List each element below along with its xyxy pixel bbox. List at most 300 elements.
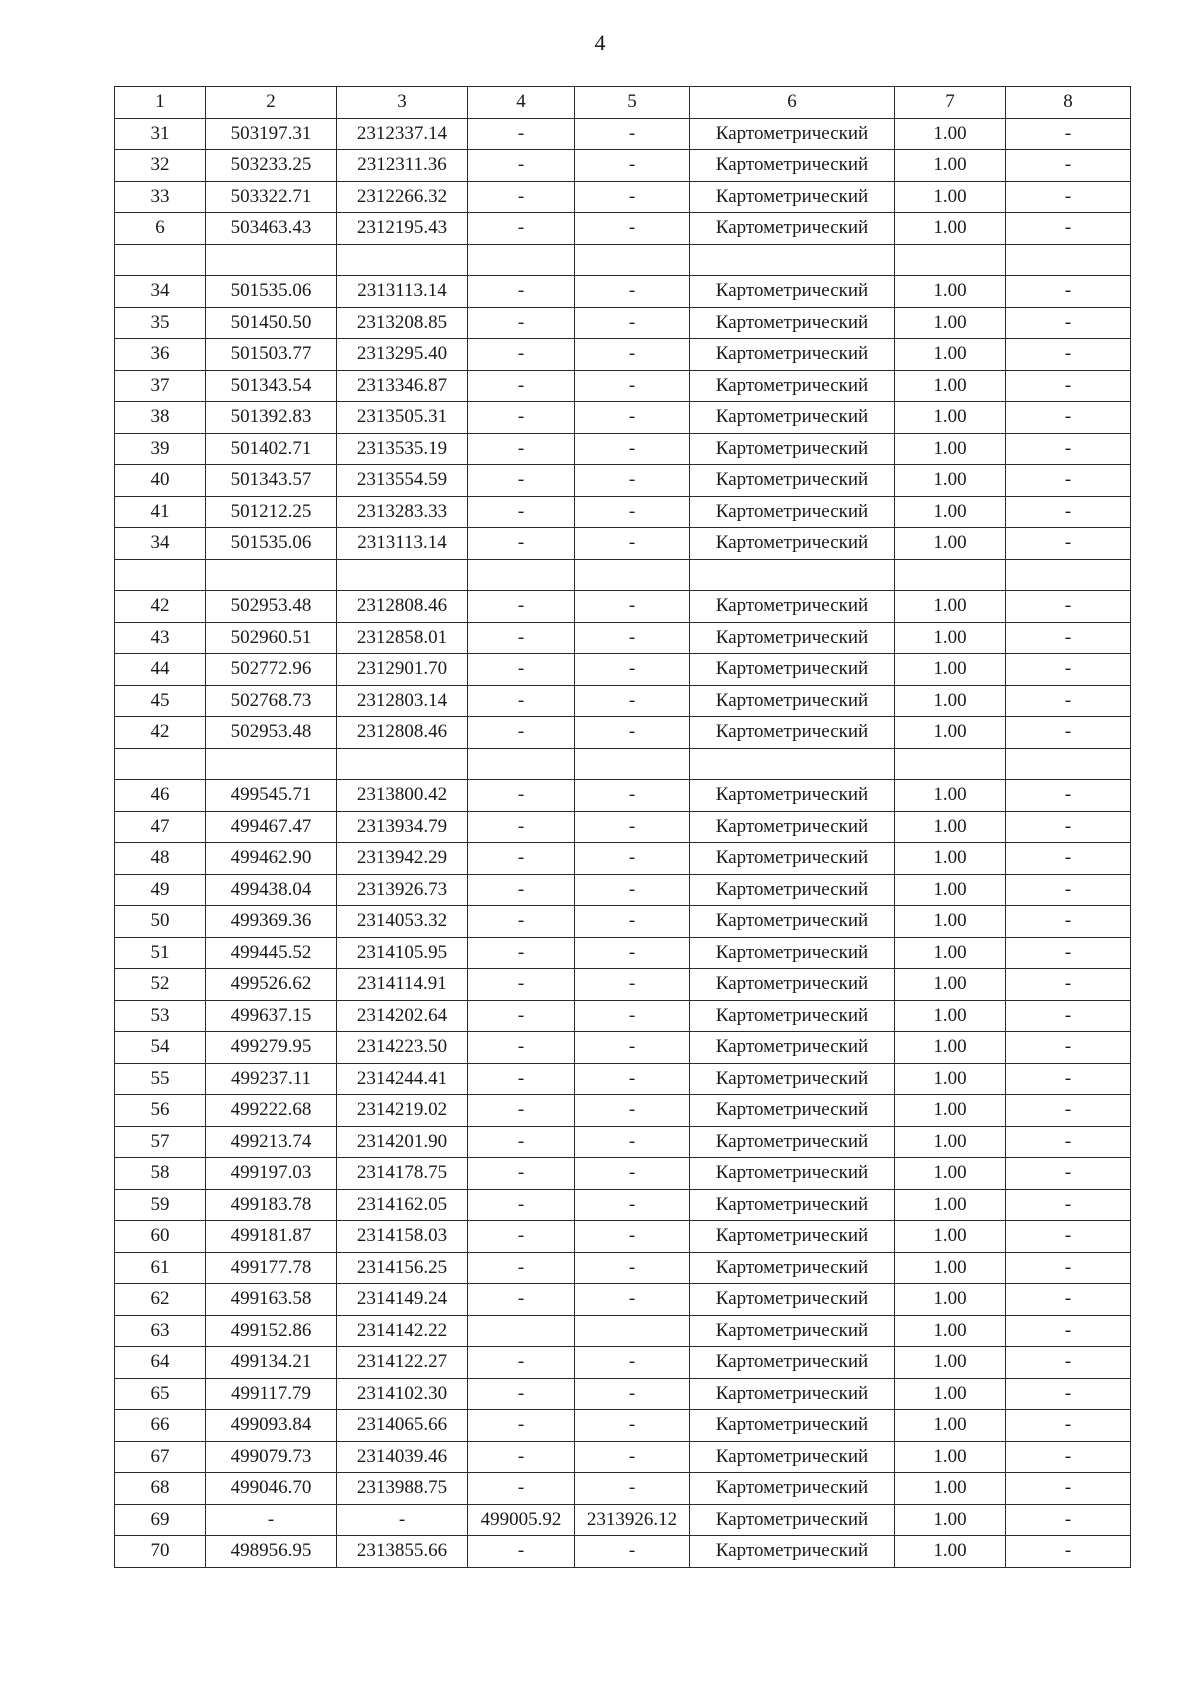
x-new-cell: - xyxy=(468,307,575,339)
description-cell: - xyxy=(1006,937,1131,969)
accuracy-cell: 1.00 xyxy=(895,1032,1006,1064)
description-cell: - xyxy=(1006,1378,1131,1410)
description-cell: - xyxy=(1006,1284,1131,1316)
description-cell: - xyxy=(1006,685,1131,717)
description-cell: - xyxy=(1006,150,1131,182)
point-number-cell xyxy=(115,748,206,780)
point-number-cell: 43 xyxy=(115,622,206,654)
y-new-cell: - xyxy=(575,402,690,434)
x-new-cell: - xyxy=(468,717,575,749)
method-cell: Картометрический xyxy=(690,969,895,1001)
y-new-cell: - xyxy=(575,1473,690,1505)
description-cell: - xyxy=(1006,496,1131,528)
y-coordinate-cell: 2312311.36 xyxy=(337,150,468,182)
description-cell xyxy=(1006,559,1131,591)
x-new-cell: - xyxy=(468,1126,575,1158)
column-header: 2 xyxy=(206,87,337,119)
y-new-cell: - xyxy=(575,1000,690,1032)
accuracy-cell: 1.00 xyxy=(895,780,1006,812)
x-new-cell: - xyxy=(468,654,575,686)
method-cell: Картометрический xyxy=(690,1000,895,1032)
accuracy-cell: 1.00 xyxy=(895,685,1006,717)
x-new-cell: - xyxy=(468,1441,575,1473)
accuracy-cell: 1.00 xyxy=(895,1504,1006,1536)
table-row xyxy=(115,1189,1131,1221)
point-number-cell: 67 xyxy=(115,1441,206,1473)
y-new-cell: - xyxy=(575,118,690,150)
y-new-cell: - xyxy=(575,370,690,402)
point-number-cell: 68 xyxy=(115,1473,206,1505)
y-new-cell: - xyxy=(575,1378,690,1410)
x-new-cell: - xyxy=(468,622,575,654)
y-new-cell: - xyxy=(575,811,690,843)
table-row xyxy=(115,1441,1131,1473)
point-number-cell: 40 xyxy=(115,465,206,497)
accuracy-cell: 1.00 xyxy=(895,622,1006,654)
point-number-cell: 45 xyxy=(115,685,206,717)
table-row xyxy=(115,906,1131,938)
y-coordinate-cell: 2312808.46 xyxy=(337,717,468,749)
x-coordinate-cell: 501343.54 xyxy=(206,370,337,402)
y-coordinate-cell xyxy=(337,244,468,276)
y-coordinate-cell: 2312337.14 xyxy=(337,118,468,150)
y-new-cell: - xyxy=(575,906,690,938)
table-row xyxy=(115,1473,1131,1505)
y-coordinate-cell: 2314105.95 xyxy=(337,937,468,969)
y-new-cell: - xyxy=(575,1284,690,1316)
y-coordinate-cell: 2313926.73 xyxy=(337,874,468,906)
description-cell: - xyxy=(1006,717,1131,749)
column-header: 4 xyxy=(468,87,575,119)
method-cell: Картометрический xyxy=(690,717,895,749)
x-coordinate-cell: 499545.71 xyxy=(206,780,337,812)
y-coordinate-cell xyxy=(337,748,468,780)
method-cell: Картометрический xyxy=(690,1126,895,1158)
point-number-cell: 36 xyxy=(115,339,206,371)
y-new-cell: - xyxy=(575,465,690,497)
point-number-cell: 54 xyxy=(115,1032,206,1064)
x-new-cell: - xyxy=(468,496,575,528)
x-coordinate-cell: 499181.87 xyxy=(206,1221,337,1253)
table-row xyxy=(115,402,1131,434)
point-number-cell: 33 xyxy=(115,181,206,213)
y-coordinate-cell: 2313283.33 xyxy=(337,496,468,528)
y-coordinate-cell: 2313295.40 xyxy=(337,339,468,371)
point-number-cell: 58 xyxy=(115,1158,206,1190)
point-number-cell: 57 xyxy=(115,1126,206,1158)
description-cell: - xyxy=(1006,1504,1131,1536)
y-coordinate-cell: 2312195.43 xyxy=(337,213,468,245)
accuracy-cell: 1.00 xyxy=(895,654,1006,686)
y-new-cell: - xyxy=(575,1189,690,1221)
method-cell: Картометрический xyxy=(690,843,895,875)
y-coordinate-cell: 2314178.75 xyxy=(337,1158,468,1190)
y-coordinate-cell: 2313346.87 xyxy=(337,370,468,402)
table-row xyxy=(115,843,1131,875)
accuracy-cell: 1.00 xyxy=(895,717,1006,749)
x-new-cell xyxy=(468,748,575,780)
y-coordinate-cell: 2314053.32 xyxy=(337,906,468,938)
y-new-cell: - xyxy=(575,1221,690,1253)
y-coordinate-cell: 2314142.22 xyxy=(337,1315,468,1347)
method-cell: Картометрический xyxy=(690,370,895,402)
description-cell: - xyxy=(1006,1536,1131,1568)
table-row xyxy=(115,717,1131,749)
x-coordinate-cell xyxy=(206,244,337,276)
x-coordinate-cell: 499462.90 xyxy=(206,843,337,875)
y-coordinate-cell: 2313113.14 xyxy=(337,528,468,560)
table-row xyxy=(115,150,1131,182)
y-coordinate-cell: 2314162.05 xyxy=(337,1189,468,1221)
method-cell: Картометрический xyxy=(690,1441,895,1473)
y-coordinate-cell: 2312266.32 xyxy=(337,181,468,213)
x-new-cell: 499005.92 xyxy=(468,1504,575,1536)
table-row xyxy=(115,1252,1131,1284)
table-row xyxy=(115,1221,1131,1253)
x-new-cell: - xyxy=(468,1095,575,1127)
method-cell: Картометрический xyxy=(690,1063,895,1095)
method-cell: Картометрический xyxy=(690,1347,895,1379)
method-cell: Картометрический xyxy=(690,1378,895,1410)
table-row xyxy=(115,1504,1131,1536)
y-coordinate-cell: - xyxy=(337,1504,468,1536)
point-number-cell: 62 xyxy=(115,1284,206,1316)
method-cell: Картометрический xyxy=(690,1189,895,1221)
y-new-cell xyxy=(575,748,690,780)
x-new-cell: - xyxy=(468,1410,575,1442)
accuracy-cell: 1.00 xyxy=(895,843,1006,875)
description-cell: - xyxy=(1006,591,1131,623)
description-cell: - xyxy=(1006,622,1131,654)
method-cell: Картометрический xyxy=(690,1158,895,1190)
accuracy-cell: 1.00 xyxy=(895,307,1006,339)
accuracy-cell: 1.00 xyxy=(895,465,1006,497)
x-new-cell: - xyxy=(468,937,575,969)
accuracy-cell: 1.00 xyxy=(895,1378,1006,1410)
y-new-cell: - xyxy=(575,1095,690,1127)
y-coordinate-cell: 2314201.90 xyxy=(337,1126,468,1158)
description-cell xyxy=(1006,748,1131,780)
method-cell: Картометрический xyxy=(690,150,895,182)
y-coordinate-cell: 2312858.01 xyxy=(337,622,468,654)
accuracy-cell: 1.00 xyxy=(895,1536,1006,1568)
x-coordinate-cell: 499046.70 xyxy=(206,1473,337,1505)
accuracy-cell: 1.00 xyxy=(895,1158,1006,1190)
x-new-cell xyxy=(468,559,575,591)
method-cell: Картометрический xyxy=(690,780,895,812)
method-cell: Картометрический xyxy=(690,1095,895,1127)
method-cell: Картометрический xyxy=(690,1032,895,1064)
y-new-cell: - xyxy=(575,1158,690,1190)
accuracy-cell: 1.00 xyxy=(895,528,1006,560)
table-row xyxy=(115,874,1131,906)
description-cell: - xyxy=(1006,780,1131,812)
x-new-cell xyxy=(468,1315,575,1347)
point-number-cell: 66 xyxy=(115,1410,206,1442)
method-cell: Картометрический xyxy=(690,118,895,150)
method-cell: Картометрический xyxy=(690,181,895,213)
description-cell: - xyxy=(1006,1095,1131,1127)
x-new-cell: - xyxy=(468,906,575,938)
method-cell: Картометрический xyxy=(690,339,895,371)
y-coordinate-cell: 2314149.24 xyxy=(337,1284,468,1316)
y-coordinate-cell: 2313505.31 xyxy=(337,402,468,434)
x-coordinate-cell: 499093.84 xyxy=(206,1410,337,1442)
table-row xyxy=(115,1063,1131,1095)
x-coordinate-cell: 499163.58 xyxy=(206,1284,337,1316)
description-cell: - xyxy=(1006,1126,1131,1158)
accuracy-cell: 1.00 xyxy=(895,874,1006,906)
y-coordinate-cell: 2313942.29 xyxy=(337,843,468,875)
x-coordinate-cell: 499079.73 xyxy=(206,1441,337,1473)
y-new-cell: - xyxy=(575,843,690,875)
column-header: 5 xyxy=(575,87,690,119)
y-new-cell xyxy=(575,559,690,591)
x-coordinate-cell: 499117.79 xyxy=(206,1378,337,1410)
accuracy-cell: 1.00 xyxy=(895,181,1006,213)
method-cell: Картометрический xyxy=(690,1536,895,1568)
x-coordinate-cell: 502768.73 xyxy=(206,685,337,717)
table-row xyxy=(115,339,1131,371)
x-coordinate-cell: 499637.15 xyxy=(206,1000,337,1032)
table-row xyxy=(115,654,1131,686)
y-new-cell: - xyxy=(575,181,690,213)
method-cell: Картометрический xyxy=(690,402,895,434)
description-cell: - xyxy=(1006,1000,1131,1032)
accuracy-cell: 1.00 xyxy=(895,433,1006,465)
description-cell: - xyxy=(1006,118,1131,150)
y-new-cell: - xyxy=(575,213,690,245)
separator-row xyxy=(115,244,1131,276)
x-new-cell: - xyxy=(468,1284,575,1316)
description-cell: - xyxy=(1006,339,1131,371)
x-new-cell: - xyxy=(468,1032,575,1064)
x-new-cell: - xyxy=(468,1063,575,1095)
method-cell xyxy=(690,748,895,780)
table-row xyxy=(115,1378,1131,1410)
y-new-cell: - xyxy=(575,937,690,969)
description-cell: - xyxy=(1006,969,1131,1001)
point-number-cell: 39 xyxy=(115,433,206,465)
accuracy-cell: 1.00 xyxy=(895,118,1006,150)
point-number-cell: 65 xyxy=(115,1378,206,1410)
point-number-cell: 37 xyxy=(115,370,206,402)
x-new-cell: - xyxy=(468,1536,575,1568)
x-new-cell: - xyxy=(468,118,575,150)
table-row xyxy=(115,1284,1131,1316)
point-number-cell: 46 xyxy=(115,780,206,812)
accuracy-cell: 1.00 xyxy=(895,1252,1006,1284)
method-cell xyxy=(690,244,895,276)
accuracy-cell: 1.00 xyxy=(895,370,1006,402)
accuracy-cell: 1.00 xyxy=(895,1000,1006,1032)
description-cell: - xyxy=(1006,528,1131,560)
description-cell: - xyxy=(1006,1347,1131,1379)
point-number-cell: 34 xyxy=(115,528,206,560)
description-cell: - xyxy=(1006,433,1131,465)
y-coordinate-cell: 2314156.25 xyxy=(337,1252,468,1284)
x-new-cell: - xyxy=(468,433,575,465)
method-cell: Картометрический xyxy=(690,213,895,245)
x-coordinate-cell: 499438.04 xyxy=(206,874,337,906)
x-new-cell: - xyxy=(468,780,575,812)
x-coordinate-cell: 499445.52 xyxy=(206,937,337,969)
method-cell: Картометрический xyxy=(690,1315,895,1347)
description-cell: - xyxy=(1006,874,1131,906)
x-new-cell: - xyxy=(468,402,575,434)
accuracy-cell: 1.00 xyxy=(895,1347,1006,1379)
x-coordinate-cell: 499237.11 xyxy=(206,1063,337,1095)
accuracy-cell: 1.00 xyxy=(895,1126,1006,1158)
x-coordinate-cell: 499134.21 xyxy=(206,1347,337,1379)
x-new-cell: - xyxy=(468,1252,575,1284)
accuracy-cell: 1.00 xyxy=(895,496,1006,528)
x-coordinate-cell: 503463.43 xyxy=(206,213,337,245)
y-new-cell: - xyxy=(575,433,690,465)
method-cell: Картометрический xyxy=(690,937,895,969)
y-new-cell xyxy=(575,1315,690,1347)
point-number-cell: 48 xyxy=(115,843,206,875)
y-new-cell: - xyxy=(575,150,690,182)
point-number-cell xyxy=(115,559,206,591)
table-row xyxy=(115,591,1131,623)
method-cell: Картометрический xyxy=(690,465,895,497)
point-number-cell: 49 xyxy=(115,874,206,906)
table-row xyxy=(115,622,1131,654)
x-new-cell xyxy=(468,244,575,276)
table-row xyxy=(115,307,1131,339)
accuracy-cell: 1.00 xyxy=(895,1410,1006,1442)
x-new-cell: - xyxy=(468,1000,575,1032)
method-cell: Картометрический xyxy=(690,307,895,339)
y-new-cell: - xyxy=(575,591,690,623)
separator-row xyxy=(115,748,1131,780)
point-number-cell xyxy=(115,244,206,276)
x-new-cell: - xyxy=(468,1189,575,1221)
point-number-cell: 70 xyxy=(115,1536,206,1568)
point-number-cell: 34 xyxy=(115,276,206,308)
x-new-cell: - xyxy=(468,465,575,497)
point-number-cell: 6 xyxy=(115,213,206,245)
method-cell: Картометрический xyxy=(690,496,895,528)
x-coordinate-cell: 499177.78 xyxy=(206,1252,337,1284)
y-new-cell: - xyxy=(575,496,690,528)
accuracy-cell: 1.00 xyxy=(895,339,1006,371)
description-cell: - xyxy=(1006,307,1131,339)
y-coordinate-cell: 2314244.41 xyxy=(337,1063,468,1095)
table-row xyxy=(115,937,1131,969)
y-coordinate-cell: 2314223.50 xyxy=(337,1032,468,1064)
x-coordinate-cell: 501402.71 xyxy=(206,433,337,465)
x-coordinate-cell: 502953.48 xyxy=(206,591,337,623)
y-new-cell: - xyxy=(575,780,690,812)
column-header: 1 xyxy=(115,87,206,119)
point-number-cell: 53 xyxy=(115,1000,206,1032)
description-cell: - xyxy=(1006,1221,1131,1253)
method-cell: Картометрический xyxy=(690,622,895,654)
accuracy-cell: 1.00 xyxy=(895,969,1006,1001)
separator-row xyxy=(115,559,1131,591)
y-new-cell: - xyxy=(575,654,690,686)
table-row xyxy=(115,1000,1131,1032)
x-coordinate-cell: 503197.31 xyxy=(206,118,337,150)
accuracy-cell: 1.00 xyxy=(895,1095,1006,1127)
coordinates-table xyxy=(114,86,1131,1568)
column-header: 8 xyxy=(1006,87,1131,119)
accuracy-cell xyxy=(895,559,1006,591)
y-coordinate-cell: 2312901.70 xyxy=(337,654,468,686)
accuracy-cell: 1.00 xyxy=(895,150,1006,182)
accuracy-cell: 1.00 xyxy=(895,1189,1006,1221)
accuracy-cell: 1.00 xyxy=(895,1284,1006,1316)
x-new-cell: - xyxy=(468,181,575,213)
x-new-cell: - xyxy=(468,591,575,623)
y-coordinate-cell: 2313934.79 xyxy=(337,811,468,843)
x-coordinate-cell: 499369.36 xyxy=(206,906,337,938)
point-number-cell: 64 xyxy=(115,1347,206,1379)
accuracy-cell: 1.00 xyxy=(895,906,1006,938)
description-cell: - xyxy=(1006,654,1131,686)
accuracy-cell: 1.00 xyxy=(895,937,1006,969)
x-coordinate-cell: 502953.48 xyxy=(206,717,337,749)
point-number-cell: 63 xyxy=(115,1315,206,1347)
table-row xyxy=(115,276,1131,308)
y-coordinate-cell: 2314202.64 xyxy=(337,1000,468,1032)
accuracy-cell: 1.00 xyxy=(895,1063,1006,1095)
table-row xyxy=(115,181,1131,213)
description-cell: - xyxy=(1006,402,1131,434)
table-row xyxy=(115,213,1131,245)
table-row xyxy=(115,685,1131,717)
description-cell: - xyxy=(1006,1063,1131,1095)
description-cell: - xyxy=(1006,213,1131,245)
point-number-cell: 55 xyxy=(115,1063,206,1095)
y-new-cell: - xyxy=(575,685,690,717)
description-cell: - xyxy=(1006,906,1131,938)
method-cell: Картометрический xyxy=(690,1473,895,1505)
point-number-cell: 60 xyxy=(115,1221,206,1253)
x-new-cell: - xyxy=(468,1347,575,1379)
description-cell: - xyxy=(1006,1473,1131,1505)
description-cell: - xyxy=(1006,1441,1131,1473)
y-new-cell: - xyxy=(575,717,690,749)
x-new-cell: - xyxy=(468,150,575,182)
description-cell: - xyxy=(1006,1158,1131,1190)
x-new-cell: - xyxy=(468,843,575,875)
point-number-cell: 31 xyxy=(115,118,206,150)
method-cell: Картометрический xyxy=(690,874,895,906)
x-coordinate-cell: 501535.06 xyxy=(206,276,337,308)
x-new-cell: - xyxy=(468,1221,575,1253)
method-cell: Картометрический xyxy=(690,906,895,938)
accuracy-cell: 1.00 xyxy=(895,276,1006,308)
y-new-cell: - xyxy=(575,969,690,1001)
x-new-cell: - xyxy=(468,339,575,371)
x-coordinate-cell: 499197.03 xyxy=(206,1158,337,1190)
y-coordinate-cell: 2313208.85 xyxy=(337,307,468,339)
y-coordinate-cell: 2313855.66 xyxy=(337,1536,468,1568)
description-cell: - xyxy=(1006,370,1131,402)
method-cell xyxy=(690,559,895,591)
y-coordinate-cell: 2314219.02 xyxy=(337,1095,468,1127)
y-new-cell: - xyxy=(575,1032,690,1064)
table-row xyxy=(115,528,1131,560)
accuracy-cell: 1.00 xyxy=(895,1315,1006,1347)
accuracy-cell: 1.00 xyxy=(895,811,1006,843)
description-cell: - xyxy=(1006,1189,1131,1221)
y-coordinate-cell: 2313113.14 xyxy=(337,276,468,308)
x-coordinate-cell: 503233.25 xyxy=(206,150,337,182)
